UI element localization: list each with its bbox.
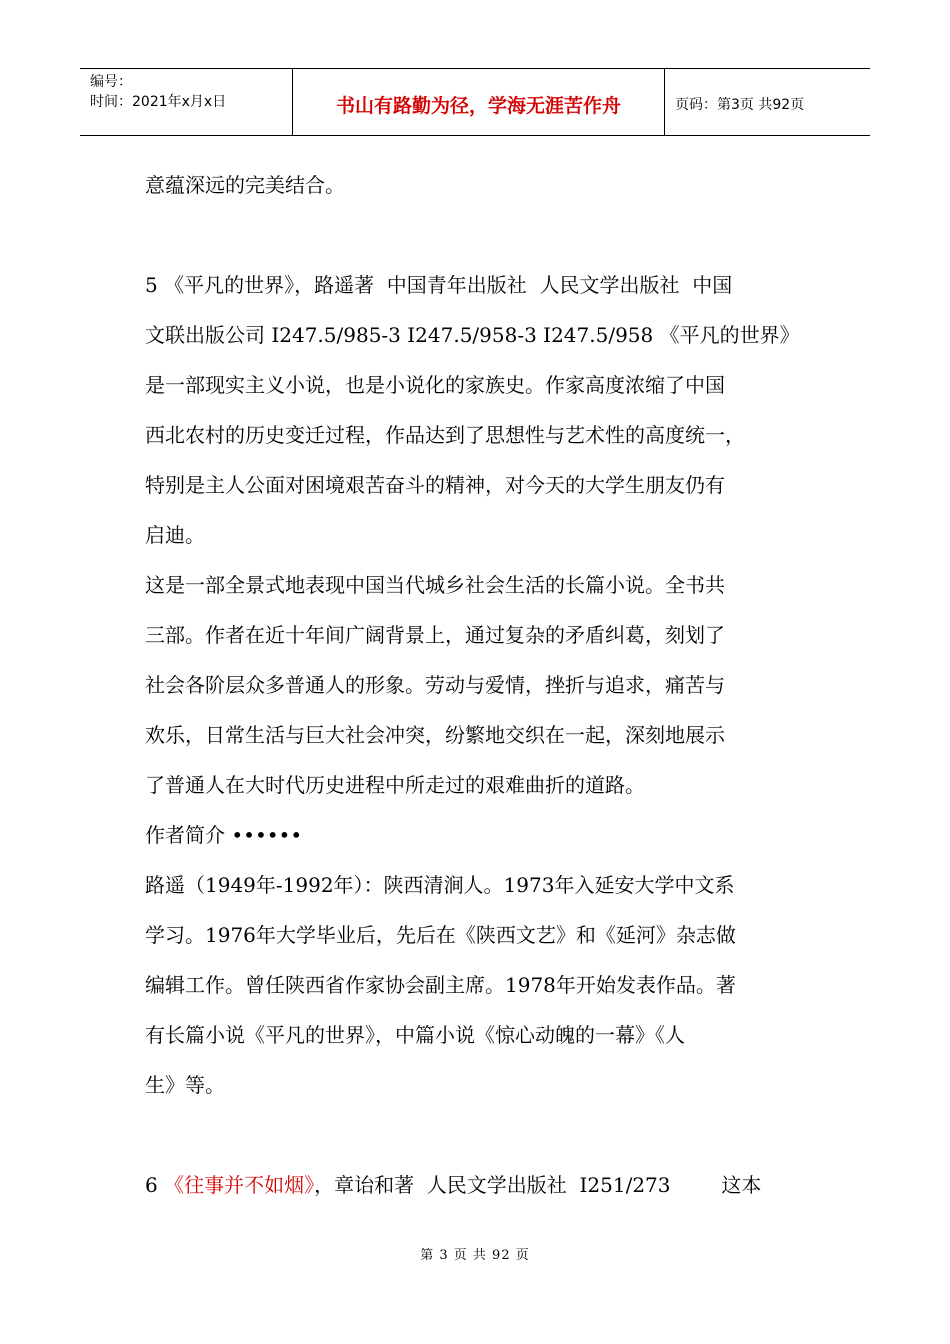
item6-title: 《往事并不如烟》 — [164, 1173, 315, 1197]
item5-line: 是一部现实主义小说，也是小说化的家族史。作家高度浓缩了中国 — [145, 373, 725, 397]
item5-line: 启迪。 — [145, 523, 205, 547]
paragraph-gap — [145, 210, 815, 260]
item5-line: 文联出版公司 I247.5/985-3 I247.5/958-3 I247.5/958 《平凡的世界》 — [145, 323, 800, 347]
header-page-label: 页码：第3页 共92页 — [675, 97, 805, 113]
author-intro-heading: 作者简介 •••••• — [145, 823, 303, 847]
item5-line: 5 《平凡的世界》，路遥著 中国青年出版社 人民文学出版社 中国 — [145, 273, 733, 297]
item5-line: 路遥（1949年-1992年）：陕西清涧人。1973年入延安大学中文系 — [145, 873, 735, 897]
header-motto: 书山有路勤为径，学海无涯苦作舟 — [293, 69, 665, 135]
item6-rest: ，章诒和著 人民文学出版社 I251/273 这本 — [314, 1173, 762, 1197]
item5-line: 生》等。 — [145, 1073, 225, 1097]
time-label: 时间：2021年x月x日 — [90, 94, 227, 110]
number-label: 编号： — [90, 74, 132, 90]
page-header — [80, 68, 870, 136]
item5-line: 欢乐，日常生活与巨大社会冲突，纷繁地交织在一起，深刻地展示 — [145, 723, 725, 747]
intro-line: 意蕴深远的完美结合。 — [145, 173, 345, 197]
page-footer: 第 3 页 共 92 页 — [420, 1248, 530, 1263]
item5-line: 有长篇小说《平凡的世界》，中篇小说《惊心动魄的一幕》《人 — [145, 1023, 685, 1047]
item6-number: 6 — [145, 1173, 165, 1197]
paragraph-gap — [145, 1110, 815, 1160]
item5-line: 这是一部全景式地表现中国当代城乡社会生活的长篇小说。全书共 — [145, 573, 725, 597]
item5-line: 了普通人在大时代历史进程中所走过的艰难曲折的道路。 — [145, 773, 645, 797]
header-meta — [80, 69, 293, 135]
document-body — [145, 160, 815, 1210]
item5-line: 编辑工作。曾任陕西省作家协会副主席。1978年开始发表作品。著 — [145, 973, 736, 997]
item-6-line — [145, 1160, 815, 1210]
item-5-section — [145, 260, 815, 1110]
item5-line: 学习。1976年大学毕业后，先后在《陕西文艺》和《延河》杂志做 — [145, 923, 736, 947]
item5-line: 西北农村的历史变迁过程，作品达到了思想性与艺术性的高度统一， — [145, 423, 745, 447]
item5-line: 三部。作者在近十年间广阔背景上，通过复杂的矛盾纠葛，刻划了 — [145, 623, 725, 647]
item5-line: 社会各阶层众多普通人的形象。劳动与爱情，挫折与追求，痛苦与 — [145, 673, 725, 697]
item5-line: 特别是主人公面对困境艰苦奋斗的精神，对今天的大学生朋友仍有 — [145, 473, 725, 497]
